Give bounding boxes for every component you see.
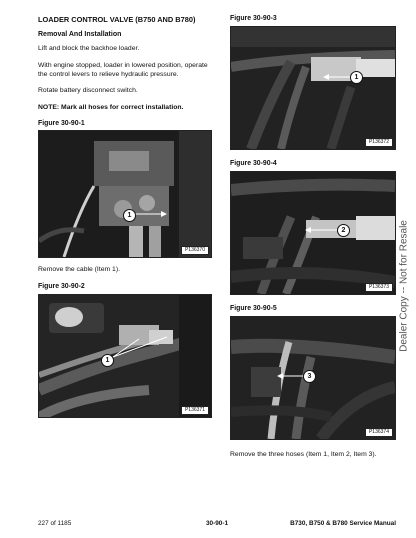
figure-3-title: Figure 30-90-3 [230, 15, 277, 22]
side-watermark: Dealer Copy -- Not for Resale [398, 220, 410, 352]
footer-manual-title: B730, B750 & B780 Service Manual [290, 520, 396, 527]
figure-5-code: P136374 [365, 428, 393, 437]
step-remove-hoses: Remove the three hoses (Item 1, Item 2, Item 3). [230, 451, 377, 458]
footer-page-count: 227 of 1185 [38, 520, 72, 527]
figure-1-code: P136370 [181, 246, 209, 255]
figure-4-photo [230, 171, 396, 295]
note-mark-hoses: NOTE: Mark all hoses for correct installation. [38, 104, 184, 111]
figure-3-code: P136372 [365, 138, 393, 147]
subheading: Removal And Installation [38, 31, 122, 38]
figure-3-photo [230, 26, 396, 150]
figure-4-code: P136373 [365, 283, 393, 292]
step-relieve-pressure: With engine stopped, loader in lowered position, operate the control levers to relieve hydraulic pressure. [38, 62, 208, 78]
figure-2-callout-1: 1 [101, 354, 114, 367]
figure-4-title: Figure 30-90-4 [230, 160, 277, 167]
step-battery-switch: Rotate battery disconnect switch. [38, 87, 138, 94]
step-remove-cable: Remove the cable (Item 1). [38, 266, 120, 273]
figure-3-callout-1: 1 [350, 71, 363, 84]
section-heading: LOADER CONTROL VALVE (B750 AND B780) [38, 15, 196, 24]
figure-2-code: P136371 [181, 406, 209, 415]
figure-1-title: Figure 30-90-1 [38, 120, 85, 127]
figure-1-callout-1: 1 [123, 209, 136, 222]
figure-5-title: Figure 30-90-5 [230, 305, 277, 312]
figure-5-callout-3: 3 [303, 370, 316, 383]
footer-section-number: 30-90-1 [206, 520, 229, 527]
figure-1-photo [38, 130, 212, 258]
step-lift: Lift and block the backhoe loader. [38, 45, 140, 52]
figure-2-title: Figure 30-90-2 [38, 283, 85, 290]
figure-4-callout-2: 2 [337, 224, 350, 237]
figure-5-photo [230, 316, 396, 440]
figure-2-photo [38, 294, 212, 418]
